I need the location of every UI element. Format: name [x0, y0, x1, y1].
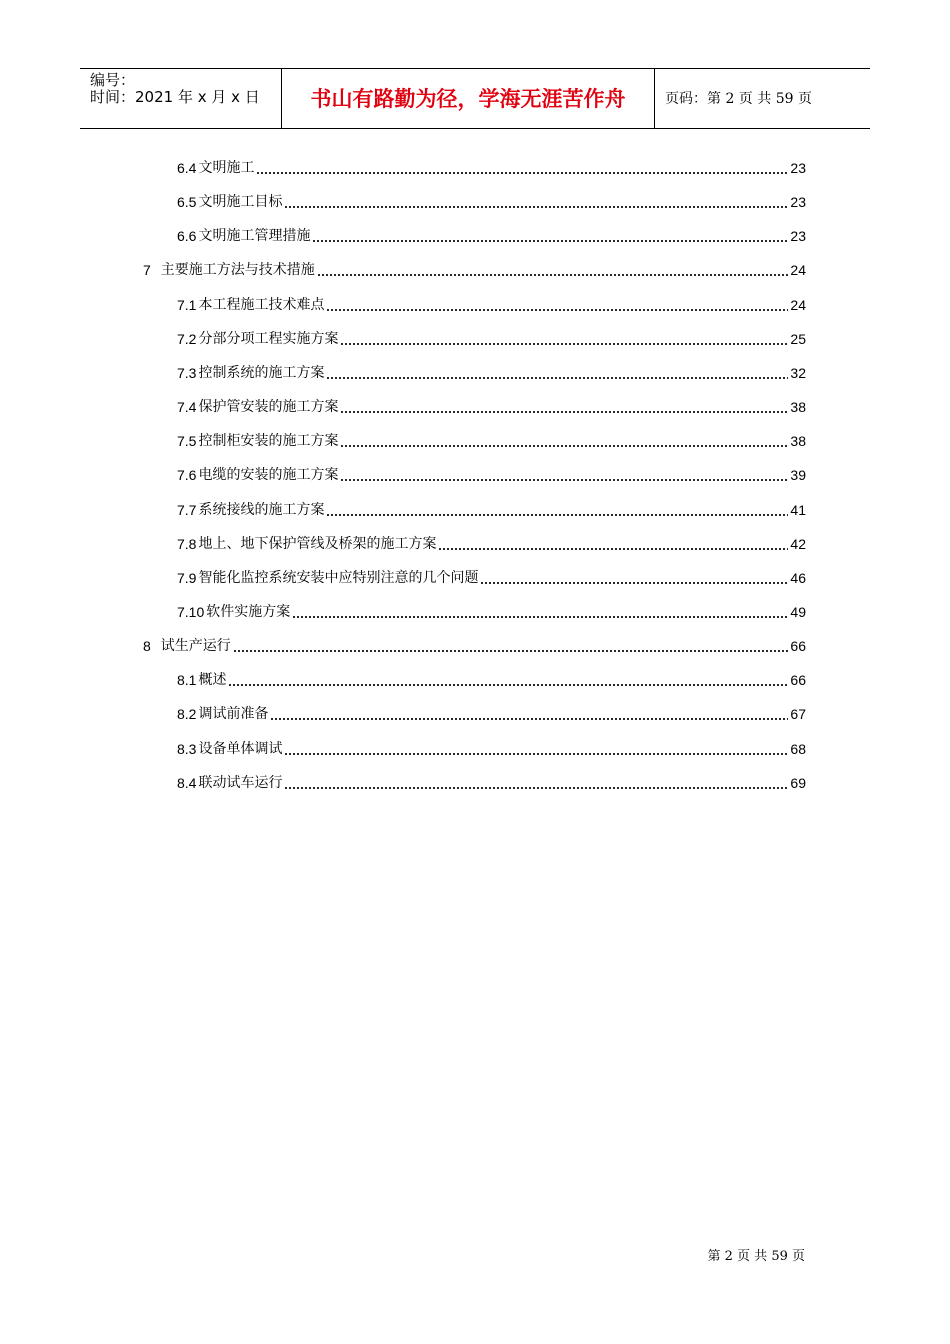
toc-entry[interactable] [177, 190, 806, 212]
toc-entry-number: 8 [143, 638, 151, 654]
toc-entry-title: 调试前准备 [198, 706, 269, 722]
toc-entry[interactable] [177, 429, 806, 451]
toc-entry-page: 66 [790, 638, 806, 654]
toc-entry[interactable] [177, 771, 806, 793]
toc-entry[interactable] [143, 634, 806, 656]
toc-entry[interactable] [177, 293, 806, 315]
toc-entry[interactable] [177, 702, 806, 724]
toc-entry-number: 6.5 [177, 194, 197, 210]
toc-dot-leader [326, 309, 788, 311]
toc-entry-title: 文明施工目标 [198, 194, 283, 210]
toc-dot-leader [340, 343, 788, 345]
toc-entry-number: 7.9 [177, 570, 197, 586]
toc-dot-leader [438, 548, 788, 550]
toc-entry-page: 38 [790, 399, 806, 415]
toc-entry-number: 7.1 [177, 297, 197, 313]
toc-dot-leader [340, 445, 788, 447]
toc-entry-title: 主要施工方法与技术措施 [160, 262, 315, 278]
toc-entry-title: 文明施工管理措施 [198, 228, 311, 244]
toc-entry-title: 电缆的安装的施工方案 [198, 467, 339, 483]
toc-dot-leader [256, 172, 788, 174]
toc-entry-page: 23 [790, 194, 806, 210]
toc-entry-number: 7.2 [177, 331, 197, 347]
toc-entry-page: 24 [790, 297, 806, 313]
toc-entry[interactable] [177, 600, 806, 622]
toc-entry-page: 23 [790, 228, 806, 244]
toc-entry-page: 69 [790, 775, 806, 791]
toc-entry-title: 概述 [198, 672, 227, 688]
toc-entry-title: 地上、地下保护管线及桥架的施工方案 [198, 536, 437, 552]
toc-entry[interactable] [177, 668, 806, 690]
toc-entry-number: 7.6 [177, 467, 197, 483]
toc-dot-leader [312, 240, 788, 242]
toc-entry-number: 7.4 [177, 399, 197, 415]
toc-entry-number: 6.4 [177, 160, 197, 176]
footer-page-number: 第 2 页 共 59 页 [707, 1249, 805, 1264]
toc-entry-page: 68 [790, 741, 806, 757]
toc-dot-leader [292, 616, 788, 618]
toc-entry-number: 7.10 [177, 604, 205, 620]
date-label: 时间：2021 年 x 月 x 日 [90, 88, 260, 106]
toc-entry[interactable] [143, 258, 806, 280]
toc-entry-title: 系统接线的施工方案 [198, 502, 325, 518]
toc-dot-leader [284, 787, 788, 789]
toc-entry[interactable] [177, 566, 806, 588]
toc-entry-title: 设备单体调试 [198, 741, 283, 757]
toc-entry-number: 7.3 [177, 365, 197, 381]
toc-entry[interactable] [177, 463, 806, 485]
header-slogan-cell [282, 69, 655, 128]
toc-entry-title: 控制柜安装的施工方案 [198, 433, 339, 449]
toc-entry-title: 控制系统的施工方案 [198, 365, 325, 381]
toc-entry[interactable] [177, 361, 806, 383]
toc-dot-leader [228, 684, 788, 686]
toc-entry-number: 8.4 [177, 775, 197, 791]
toc-entry[interactable] [177, 327, 806, 349]
toc-entry-page: 25 [790, 331, 806, 347]
toc-entry-number: 8.1 [177, 672, 197, 688]
toc-dot-leader [326, 514, 788, 516]
header-meta-cell [80, 69, 282, 128]
toc-entry-number: 6.6 [177, 228, 197, 244]
toc-entry-number: 7.7 [177, 502, 197, 518]
toc-dot-leader [326, 377, 788, 379]
toc-dot-leader [270, 718, 788, 720]
toc-entry-page: 42 [790, 536, 806, 552]
toc-entry-page: 46 [790, 570, 806, 586]
toc-entry-number: 8.3 [177, 741, 197, 757]
toc-dot-leader [317, 274, 789, 276]
toc-dot-leader [340, 479, 788, 481]
toc-entry-title: 文明施工 [198, 160, 255, 176]
slogan: 书山有路勤为径，学海无涯苦作舟 [310, 87, 626, 111]
toc-entry-page: 49 [790, 604, 806, 620]
header-page-code: 页码：第 2 页 共 59 页 [665, 91, 812, 107]
toc-dot-leader [480, 582, 788, 584]
document-header [80, 68, 870, 129]
toc-entry-page: 41 [790, 502, 806, 518]
serial-number-label: 编号： [90, 71, 136, 89]
toc-entry[interactable] [177, 156, 806, 178]
header-page-cell [655, 69, 870, 128]
toc-entry-title: 分部分项工程实施方案 [198, 331, 339, 347]
toc-entry[interactable] [177, 532, 806, 554]
toc-entry-number: 7.5 [177, 433, 197, 449]
toc-entry-page: 67 [790, 706, 806, 722]
toc-entry-page: 24 [790, 262, 806, 278]
toc-entry-title: 保护管安装的施工方案 [198, 399, 339, 415]
toc-dot-leader [340, 411, 788, 413]
toc-entry-title: 试生产运行 [160, 638, 231, 654]
toc-entry-title: 联动试车运行 [198, 775, 283, 791]
toc-dot-leader [233, 650, 789, 652]
toc-entry-title: 本工程施工技术难点 [198, 297, 325, 313]
toc-entry-number: 7 [143, 262, 151, 278]
toc-entry-page: 32 [790, 365, 806, 381]
toc-entry-title: 智能化监控系统安装中应特别注意的几个问题 [198, 570, 479, 586]
toc-entry-page: 66 [790, 672, 806, 688]
toc-entry-title: 软件实施方案 [206, 604, 291, 620]
toc-entry-number: 7.8 [177, 536, 197, 552]
toc-entry[interactable] [177, 224, 806, 246]
toc-entry[interactable] [177, 498, 806, 520]
toc-entry-page: 23 [790, 160, 806, 176]
toc-dot-leader [284, 753, 788, 755]
toc-dot-leader [284, 206, 788, 208]
toc-entry-number: 8.2 [177, 706, 197, 722]
toc-entry[interactable] [177, 737, 806, 759]
toc-entry-page: 38 [790, 433, 806, 449]
toc-entry[interactable] [177, 395, 806, 417]
toc-entry-page: 39 [790, 467, 806, 483]
